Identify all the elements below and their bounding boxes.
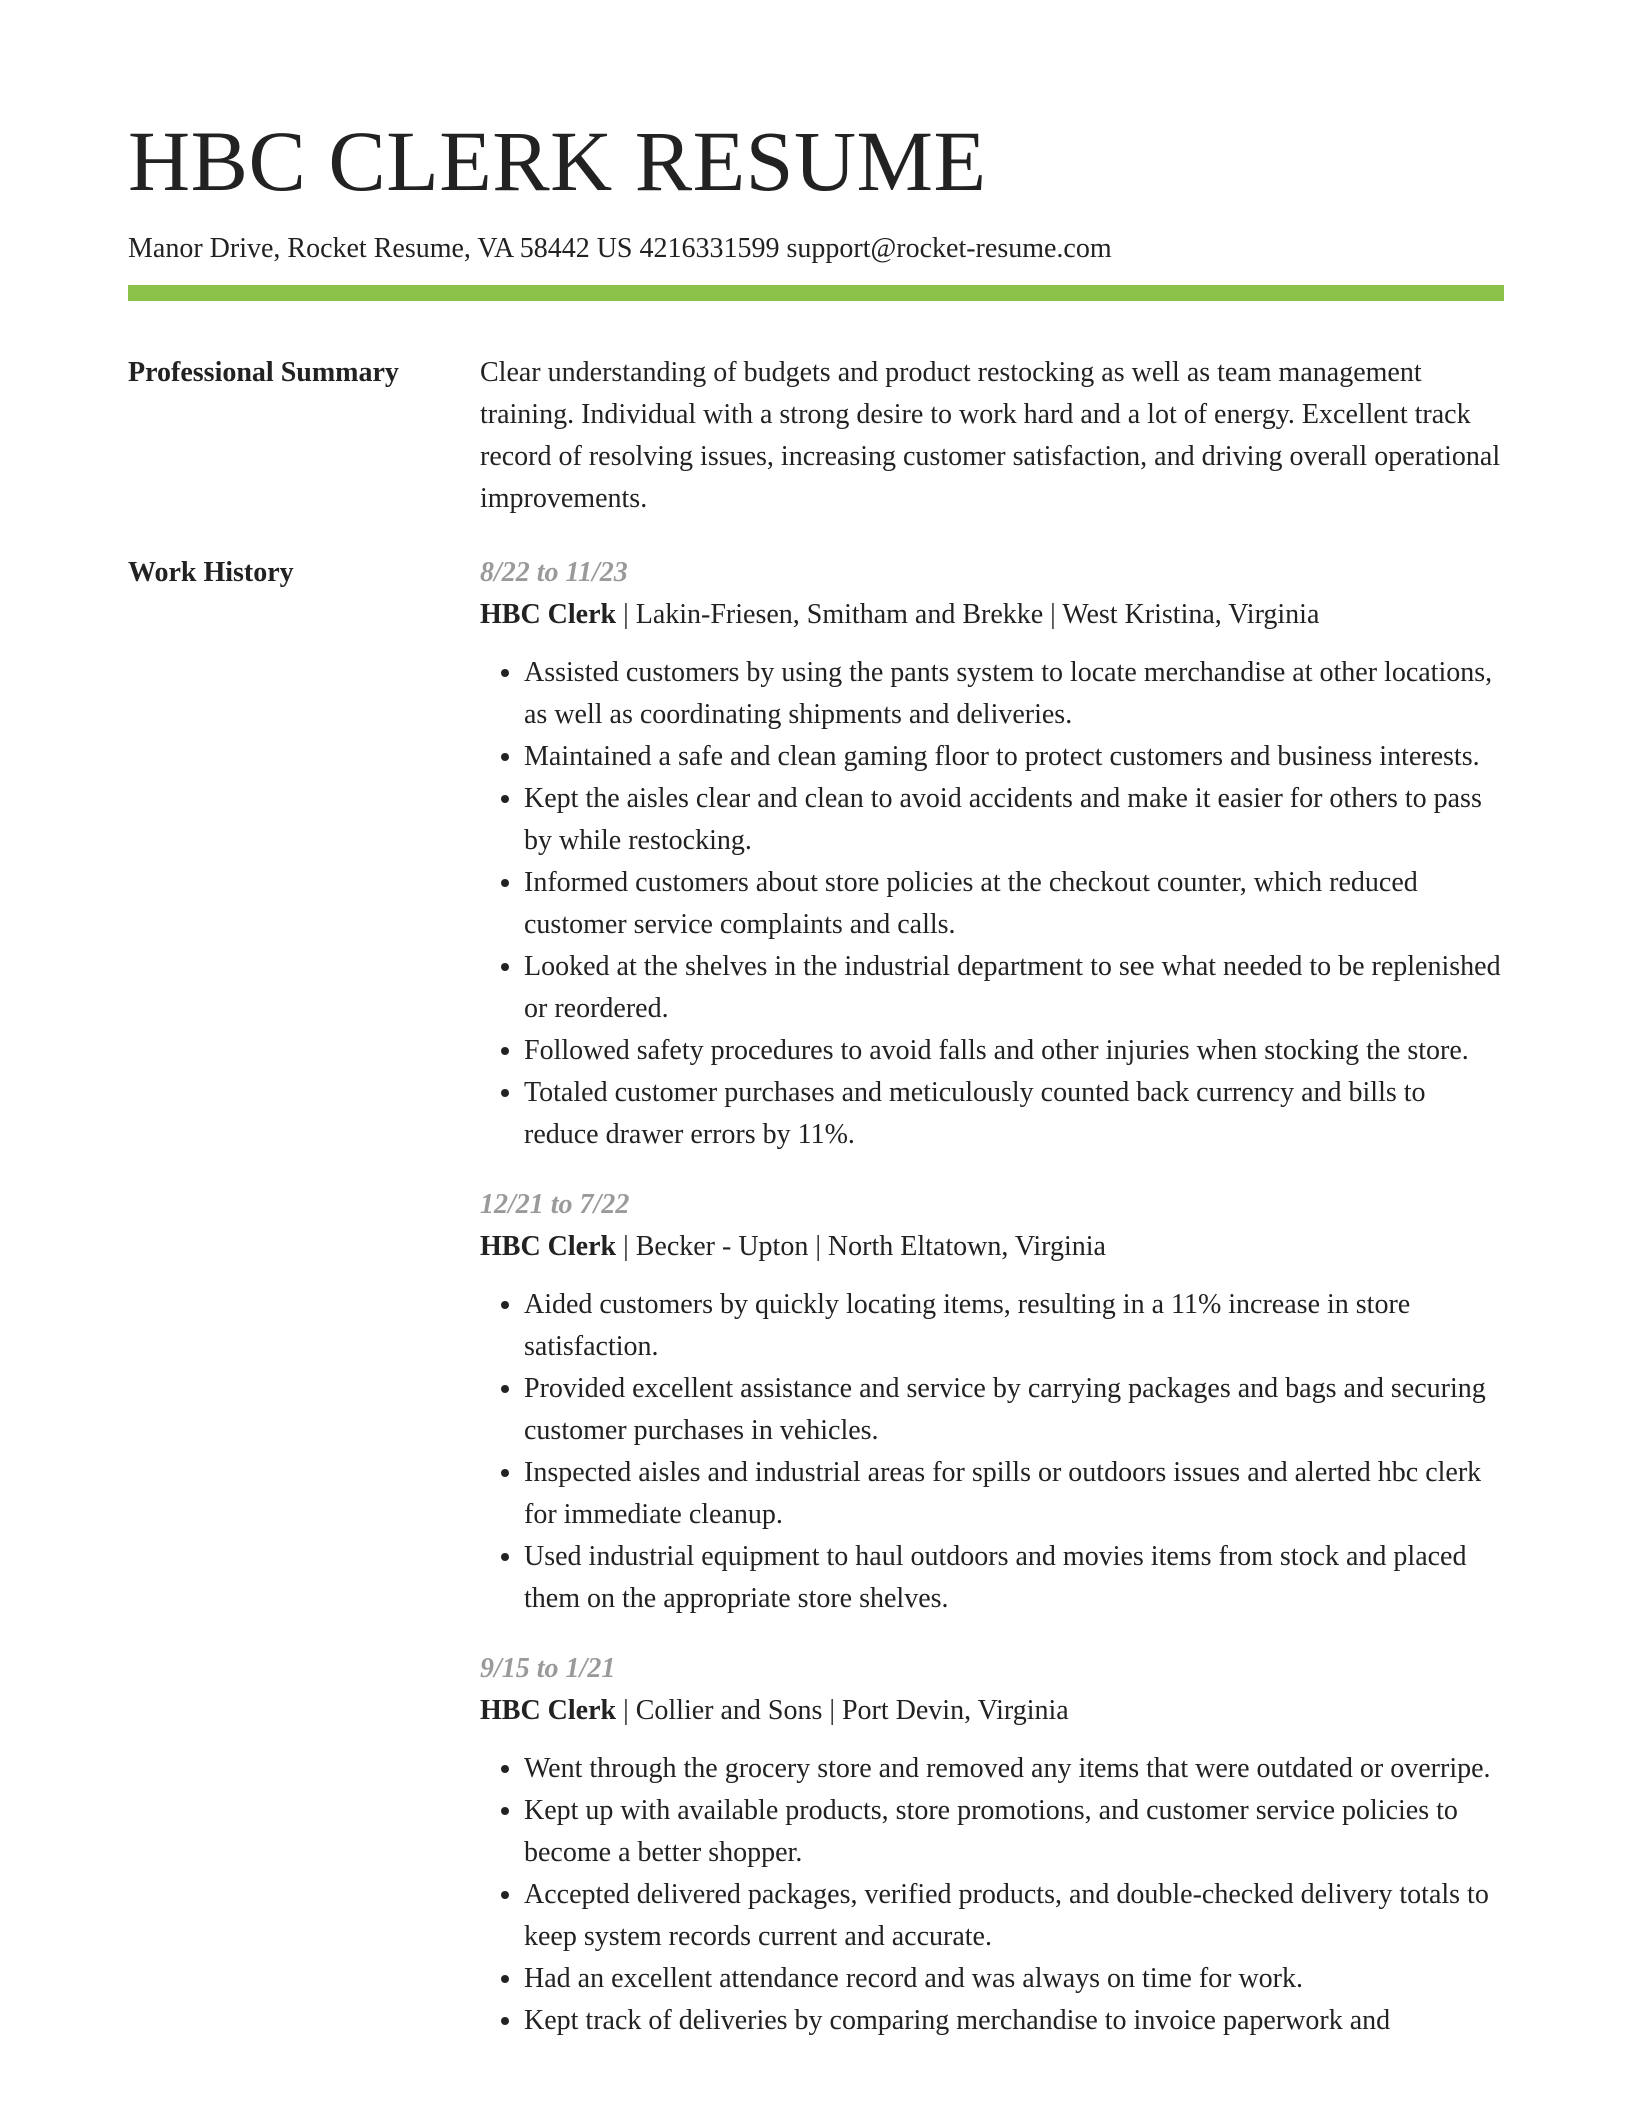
list-item: • Kept up with available products, store promotions, and customer service policies to become a better shopper. xyxy=(524,1790,1504,1874)
professional-summary-heading: Professional Summary xyxy=(128,357,399,388)
job-responsibilities-list xyxy=(480,652,1504,1156)
list-item: • Went through the grocery store and removed any items that were outdated or overripe. xyxy=(524,1748,1504,1790)
job-title: HBC Clerk xyxy=(480,1231,617,1262)
professional-summary-text: Clear understanding of budgets and product restocking as well as team management training. Individual with a strong desire to work hard and a lot of energy. Excellent track record of resolving issues, increasing customer satisfaction, and driving overall operational improvements. xyxy=(480,357,1501,514)
list-item: • Followed safety procedures to avoid falls and other injuries when stocking the store. xyxy=(524,1030,1504,1072)
job-entry xyxy=(480,1184,1504,1620)
job-title-line xyxy=(480,1226,1504,1268)
list-item: • Looked at the shelves in the industrial department to see what needed to be replenished or reordered. xyxy=(524,946,1504,1030)
job-responsibilities-list xyxy=(480,1284,1504,1620)
list-item: • Had an excellent attendance record and was always on time for work. xyxy=(524,1958,1504,2000)
list-item: • Inspected aisles and industrial areas for spills or outdoors issues and alerted hbc clerk for immediate cleanup. xyxy=(524,1452,1504,1536)
list-item: • Kept track of deliveries by comparing merchandise to invoice paperwork and xyxy=(524,2000,1504,2042)
contact-info: Manor Drive, Rocket Resume, VA 58442 US 4216331599 support@rocket-resume.com xyxy=(128,233,1112,264)
list-item: • Informed customers about store policies at the checkout counter, which reduced customer service complaints and calls. xyxy=(524,862,1504,946)
job-entry xyxy=(480,552,1504,1156)
job-dates: 12/21 to 7/22 xyxy=(480,1189,630,1220)
list-item: • Aided customers by quickly locating items, resulting in a 11% increase in store satisfaction. xyxy=(524,1284,1504,1368)
work-history-heading: Work History xyxy=(128,557,294,588)
professional-summary-body xyxy=(480,352,1504,520)
job-title: HBC Clerk xyxy=(480,1695,617,1726)
job-title: HBC Clerk xyxy=(480,599,617,630)
list-item: • Assisted customers by using the pants system to locate merchandise at other locations, as well as coordinating shipments and deliveries. xyxy=(524,652,1504,736)
list-item: • Maintained a safe and clean gaming floor to protect customers and business interests. xyxy=(524,736,1504,778)
job-dates: 9/15 to 1/21 xyxy=(480,1653,616,1684)
job-responsibilities-list xyxy=(480,1748,1504,2042)
list-item: • Used industrial equipment to haul outdoors and movies items from stock and placed them on the appropriate store shelves. xyxy=(524,1536,1504,1620)
job-title-line xyxy=(480,594,1504,636)
job-employer-location: | Collier and Sons | Port Devin, Virginia xyxy=(616,1695,1069,1726)
resume-title: HBC CLERK RESUME xyxy=(128,113,987,209)
header-divider xyxy=(128,285,1504,301)
list-item: • Totaled customer purchases and meticulously counted back currency and bills to reduce drawer errors by 11%. xyxy=(524,1072,1504,1156)
list-item: • Provided excellent assistance and service by carrying packages and bags and securing customer purchases in vehicles. xyxy=(524,1368,1504,1452)
job-title-line xyxy=(480,1690,1504,1732)
list-item: • Accepted delivered packages, verified products, and double-checked delivery totals to keep system records current and accurate. xyxy=(524,1874,1504,1958)
work-history-body xyxy=(480,552,1504,2070)
job-entry xyxy=(480,1648,1504,2042)
list-item: • Kept the aisles clear and clean to avoid accidents and make it easier for others to pass by while restocking. xyxy=(524,778,1504,862)
job-dates: 8/22 to 11/23 xyxy=(480,557,628,588)
job-employer-location: | Lakin-Friesen, Smitham and Brekke | West Kristina, Virginia xyxy=(616,599,1320,630)
job-employer-location: | Becker - Upton | North Eltatown, Virginia xyxy=(616,1231,1106,1262)
